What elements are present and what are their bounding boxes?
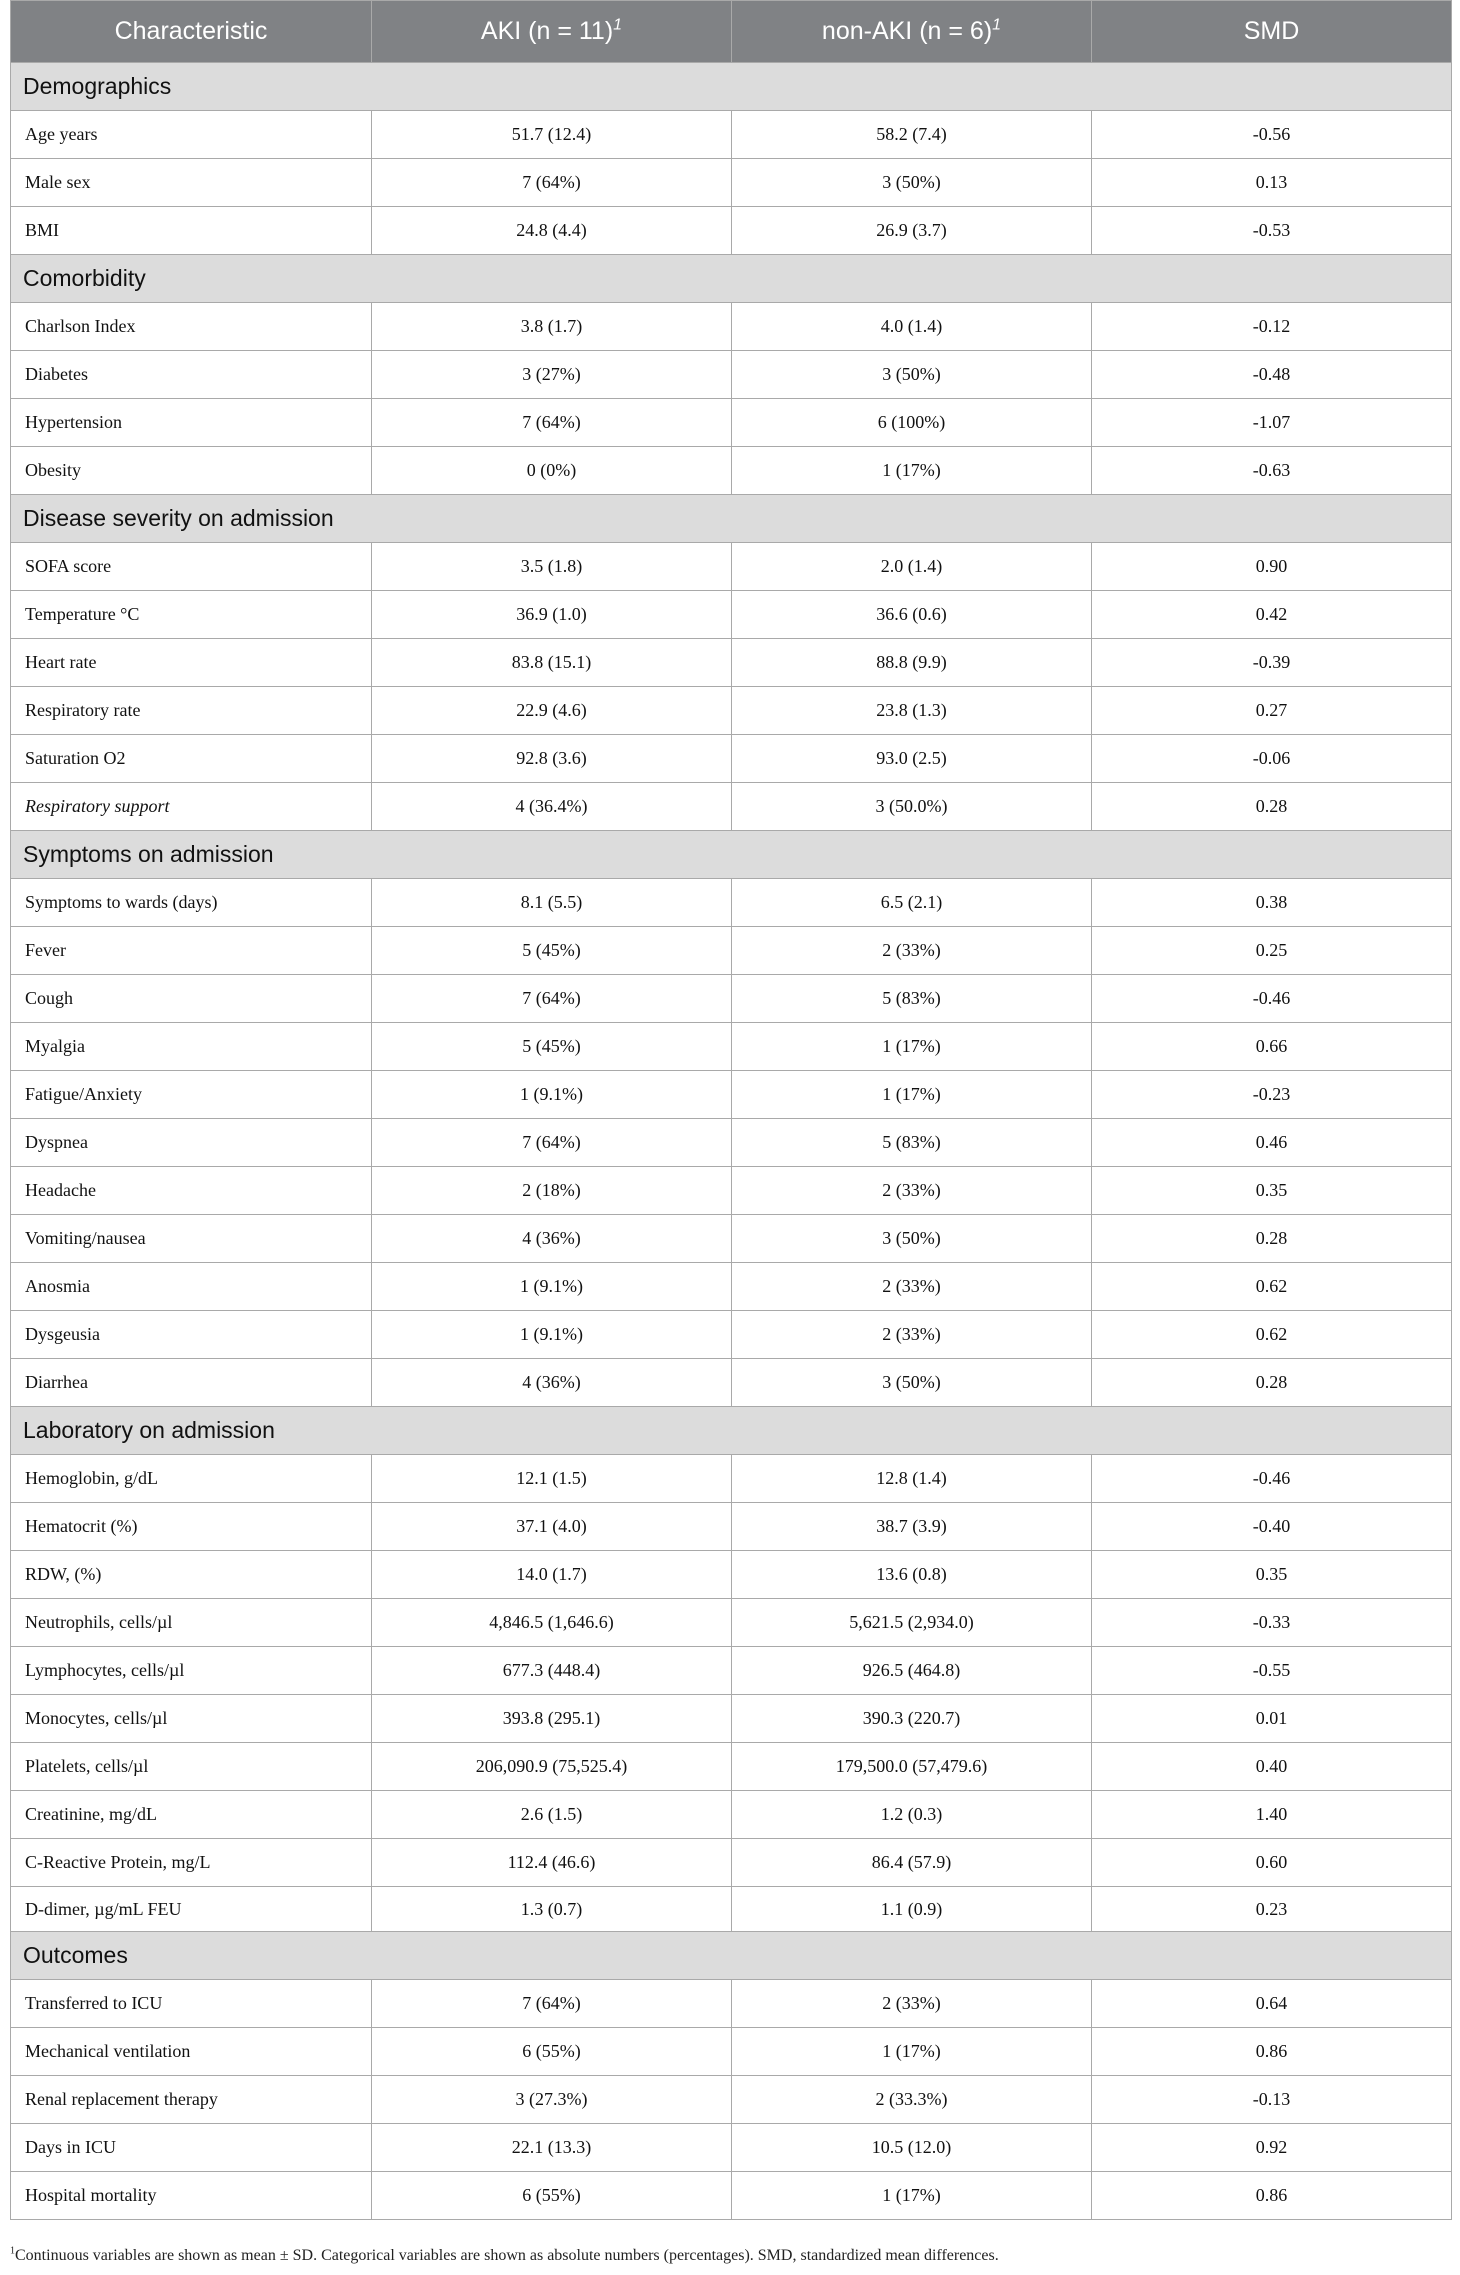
row-label-cell: RDW, (%) xyxy=(11,1551,372,1599)
section-row xyxy=(11,255,1452,303)
aki-value-cell: 206,090.9 (75,525.4) xyxy=(372,1743,732,1791)
section-title: Symptoms on admission xyxy=(11,831,1452,879)
table-row xyxy=(11,975,1452,1023)
section-row xyxy=(11,831,1452,879)
aki-value-cell: 677.3 (448.4) xyxy=(372,1647,732,1695)
row-label-cell: Fever xyxy=(11,927,372,975)
characteristics-table-wrapper xyxy=(10,0,1451,2220)
non-aki-value-cell: 1 (17%) xyxy=(732,1023,1092,1071)
non-aki-value-cell: 3 (50%) xyxy=(732,1215,1092,1263)
table-row xyxy=(11,111,1452,159)
footnote-marker: 1 xyxy=(10,2245,15,2257)
non-aki-value-cell: 36.6 (0.6) xyxy=(732,591,1092,639)
header-smd-label: SMD xyxy=(1243,17,1300,45)
header-non-aki xyxy=(732,1,1092,63)
table-row xyxy=(11,1023,1452,1071)
table-row xyxy=(11,1311,1452,1359)
aki-value-cell: 4 (36.4%) xyxy=(372,783,732,831)
table-body xyxy=(11,63,1452,2220)
table-row xyxy=(11,783,1452,831)
non-aki-value-cell: 86.4 (57.9) xyxy=(732,1839,1092,1887)
non-aki-value-cell: 88.8 (9.9) xyxy=(732,639,1092,687)
row-label-cell: Age years xyxy=(11,111,372,159)
table-footnote xyxy=(10,2247,1451,2265)
non-aki-value-cell: 2 (33%) xyxy=(732,927,1092,975)
non-aki-value-cell: 3 (50.0%) xyxy=(732,783,1092,831)
smd-value-cell: 0.40 xyxy=(1092,1743,1452,1791)
table-row xyxy=(11,1119,1452,1167)
aki-value-cell: 2.6 (1.5) xyxy=(372,1791,732,1839)
aki-value-cell: 24.8 (4.4) xyxy=(372,207,732,255)
table-row xyxy=(11,1263,1452,1311)
non-aki-value-cell: 6 (100%) xyxy=(732,399,1092,447)
aki-value-cell: 37.1 (4.0) xyxy=(372,1503,732,1551)
table-row xyxy=(11,591,1452,639)
non-aki-value-cell: 5 (83%) xyxy=(732,1119,1092,1167)
aki-value-cell: 4,846.5 (1,646.6) xyxy=(372,1599,732,1647)
non-aki-value-cell: 2.0 (1.4) xyxy=(732,543,1092,591)
smd-value-cell: 0.64 xyxy=(1092,1980,1452,2028)
row-label-cell: Lymphocytes, cells/µl xyxy=(11,1647,372,1695)
table-row xyxy=(11,2028,1452,2076)
header-non-aki-label: non-AKI (n = 6) xyxy=(821,17,993,45)
non-aki-value-cell: 926.5 (464.8) xyxy=(732,1647,1092,1695)
row-label-cell: Diabetes xyxy=(11,351,372,399)
aki-value-cell: 7 (64%) xyxy=(372,1119,732,1167)
row-label-cell: Platelets, cells/µl xyxy=(11,1743,372,1791)
footnote-text: Continuous variables are shown as mean ± SD. Categorical variables are shown as absolute numbers (percentages). SMD, standardized mean differences. xyxy=(15,2247,999,2264)
table-row xyxy=(11,1359,1452,1407)
non-aki-value-cell: 2 (33%) xyxy=(732,1980,1092,2028)
aki-value-cell: 4 (36%) xyxy=(372,1359,732,1407)
row-label-cell: BMI xyxy=(11,207,372,255)
smd-value-cell: 0.25 xyxy=(1092,927,1452,975)
non-aki-value-cell: 10.5 (12.0) xyxy=(732,2124,1092,2172)
smd-value-cell: 0.01 xyxy=(1092,1695,1452,1743)
table-row xyxy=(11,1551,1452,1599)
smd-value-cell: 0.23 xyxy=(1092,1887,1452,1932)
non-aki-value-cell: 2 (33%) xyxy=(732,1263,1092,1311)
non-aki-value-cell: 3 (50%) xyxy=(732,159,1092,207)
row-label-cell: Myalgia xyxy=(11,1023,372,1071)
aki-value-cell: 7 (64%) xyxy=(372,975,732,1023)
table-row xyxy=(11,735,1452,783)
non-aki-value-cell: 1.2 (0.3) xyxy=(732,1791,1092,1839)
table-row xyxy=(11,2124,1452,2172)
row-label-cell: Obesity xyxy=(11,447,372,495)
smd-value-cell: -0.48 xyxy=(1092,351,1452,399)
non-aki-value-cell: 12.8 (1.4) xyxy=(732,1455,1092,1503)
table-row xyxy=(11,207,1452,255)
non-aki-value-cell: 3 (50%) xyxy=(732,1359,1092,1407)
aki-value-cell: 5 (45%) xyxy=(372,927,732,975)
smd-value-cell: 0.38 xyxy=(1092,879,1452,927)
header-non-aki-footnote-marker: 1 xyxy=(992,16,1002,34)
smd-value-cell: -0.46 xyxy=(1092,1455,1452,1503)
table-row xyxy=(11,543,1452,591)
row-label-cell: Dyspnea xyxy=(11,1119,372,1167)
row-label-cell: Mechanical ventilation xyxy=(11,2028,372,2076)
table-row xyxy=(11,447,1452,495)
aki-value-cell: 3 (27.3%) xyxy=(372,2076,732,2124)
smd-value-cell: -0.23 xyxy=(1092,1071,1452,1119)
non-aki-value-cell: 26.9 (3.7) xyxy=(732,207,1092,255)
smd-value-cell: 0.90 xyxy=(1092,543,1452,591)
row-label-cell: Headache xyxy=(11,1167,372,1215)
aki-value-cell: 1 (9.1%) xyxy=(372,1071,732,1119)
section-row xyxy=(11,495,1452,543)
aki-value-cell: 6 (55%) xyxy=(372,2172,732,2220)
smd-value-cell: -0.12 xyxy=(1092,303,1452,351)
smd-value-cell: 0.92 xyxy=(1092,2124,1452,2172)
non-aki-value-cell: 1 (17%) xyxy=(732,2172,1092,2220)
table-row xyxy=(11,1647,1452,1695)
smd-value-cell: 0.66 xyxy=(1092,1023,1452,1071)
table-row xyxy=(11,1167,1452,1215)
row-label-cell: Charlson Index xyxy=(11,303,372,351)
smd-value-cell: -0.46 xyxy=(1092,975,1452,1023)
non-aki-value-cell: 2 (33%) xyxy=(732,1167,1092,1215)
smd-value-cell: 0.46 xyxy=(1092,1119,1452,1167)
aki-value-cell: 83.8 (15.1) xyxy=(372,639,732,687)
row-label-cell: Transferred to ICU xyxy=(11,1980,372,2028)
non-aki-value-cell: 1 (17%) xyxy=(732,2028,1092,2076)
smd-value-cell: -0.55 xyxy=(1092,1647,1452,1695)
section-row xyxy=(11,63,1452,111)
non-aki-value-cell: 2 (33.3%) xyxy=(732,2076,1092,2124)
smd-value-cell: -0.56 xyxy=(1092,111,1452,159)
aki-value-cell: 3 (27%) xyxy=(372,351,732,399)
row-label-cell: C-Reactive Protein, mg/L xyxy=(11,1839,372,1887)
table-row xyxy=(11,159,1452,207)
aki-value-cell: 7 (64%) xyxy=(372,1980,732,2028)
aki-value-cell: 36.9 (1.0) xyxy=(372,591,732,639)
aki-value-cell: 3.8 (1.7) xyxy=(372,303,732,351)
table-row xyxy=(11,639,1452,687)
smd-value-cell: 0.35 xyxy=(1092,1551,1452,1599)
section-row xyxy=(11,1932,1452,1980)
non-aki-value-cell: 179,500.0 (57,479.6) xyxy=(732,1743,1092,1791)
non-aki-value-cell: 58.2 (7.4) xyxy=(732,111,1092,159)
row-label-cell: Respiratory rate xyxy=(11,687,372,735)
aki-value-cell: 4 (36%) xyxy=(372,1215,732,1263)
non-aki-value-cell: 4.0 (1.4) xyxy=(732,303,1092,351)
row-label-cell: Heart rate xyxy=(11,639,372,687)
characteristics-table xyxy=(10,0,1452,2220)
table-row xyxy=(11,351,1452,399)
non-aki-value-cell: 390.3 (220.7) xyxy=(732,1695,1092,1743)
row-label-cell: Monocytes, cells/µl xyxy=(11,1695,372,1743)
table-row xyxy=(11,879,1452,927)
row-label-cell: Vomiting/nausea xyxy=(11,1215,372,1263)
aki-value-cell: 393.8 (295.1) xyxy=(372,1695,732,1743)
smd-value-cell: 0.86 xyxy=(1092,2028,1452,2076)
header-characteristic xyxy=(11,1,372,63)
smd-value-cell: -0.39 xyxy=(1092,639,1452,687)
table-row xyxy=(11,1791,1452,1839)
header-aki-label: AKI (n = 11) xyxy=(480,17,614,45)
non-aki-value-cell: 5 (83%) xyxy=(732,975,1092,1023)
aki-value-cell: 1.3 (0.7) xyxy=(372,1887,732,1932)
row-label-cell: Renal replacement therapy xyxy=(11,2076,372,2124)
smd-value-cell: 0.28 xyxy=(1092,1215,1452,1263)
section-title: Laboratory on admission xyxy=(11,1407,1452,1455)
table-row xyxy=(11,1980,1452,2028)
section-row xyxy=(11,1407,1452,1455)
table-row xyxy=(11,1695,1452,1743)
row-label-cell: SOFA score xyxy=(11,543,372,591)
table-row xyxy=(11,1599,1452,1647)
smd-value-cell: 0.13 xyxy=(1092,159,1452,207)
header-smd xyxy=(1092,1,1452,63)
aki-value-cell: 7 (64%) xyxy=(372,399,732,447)
row-label-cell: Respiratory support xyxy=(11,783,372,831)
header-row xyxy=(11,1,1452,63)
smd-value-cell: 0.86 xyxy=(1092,2172,1452,2220)
smd-value-cell: 0.28 xyxy=(1092,1359,1452,1407)
row-label-cell: Days in ICU xyxy=(11,2124,372,2172)
aki-value-cell: 1 (9.1%) xyxy=(372,1263,732,1311)
aki-value-cell: 51.7 (12.4) xyxy=(372,111,732,159)
table-row xyxy=(11,1503,1452,1551)
table-row xyxy=(11,1215,1452,1263)
row-label-cell: Temperature °C xyxy=(11,591,372,639)
row-label-cell: Fatigue/Anxiety xyxy=(11,1071,372,1119)
row-label-cell: Hematocrit (%) xyxy=(11,1503,372,1551)
smd-value-cell: 0.60 xyxy=(1092,1839,1452,1887)
smd-value-cell: 1.40 xyxy=(1092,1791,1452,1839)
table-row xyxy=(11,399,1452,447)
table-row xyxy=(11,1839,1452,1887)
non-aki-value-cell: 1.1 (0.9) xyxy=(732,1887,1092,1932)
header-aki-footnote-marker: 1 xyxy=(613,16,623,34)
header-characteristic-label: Characteristic xyxy=(114,17,268,45)
non-aki-value-cell: 93.0 (2.5) xyxy=(732,735,1092,783)
smd-value-cell: 0.28 xyxy=(1092,783,1452,831)
section-title: Disease severity on admission xyxy=(11,495,1452,543)
smd-value-cell: -0.33 xyxy=(1092,1599,1452,1647)
aki-value-cell: 2 (18%) xyxy=(372,1167,732,1215)
table-row xyxy=(11,303,1452,351)
aki-value-cell: 22.1 (13.3) xyxy=(372,2124,732,2172)
smd-value-cell: 0.27 xyxy=(1092,687,1452,735)
smd-value-cell: 0.62 xyxy=(1092,1263,1452,1311)
row-label-cell: Anosmia xyxy=(11,1263,372,1311)
row-label-cell: Saturation O2 xyxy=(11,735,372,783)
aki-value-cell: 92.8 (3.6) xyxy=(372,735,732,783)
section-title: Outcomes xyxy=(11,1932,1452,1980)
non-aki-value-cell: 1 (17%) xyxy=(732,1071,1092,1119)
smd-value-cell: 0.35 xyxy=(1092,1167,1452,1215)
table-row xyxy=(11,1743,1452,1791)
row-label-cell: Hypertension xyxy=(11,399,372,447)
aki-value-cell: 5 (45%) xyxy=(372,1023,732,1071)
section-title: Comorbidity xyxy=(11,255,1452,303)
table-row xyxy=(11,1887,1452,1932)
table-row xyxy=(11,687,1452,735)
aki-value-cell: 6 (55%) xyxy=(372,2028,732,2076)
aki-value-cell: 14.0 (1.7) xyxy=(372,1551,732,1599)
table-row xyxy=(11,1071,1452,1119)
smd-value-cell: -0.13 xyxy=(1092,2076,1452,2124)
aki-value-cell: 12.1 (1.5) xyxy=(372,1455,732,1503)
aki-value-cell: 0 (0%) xyxy=(372,447,732,495)
non-aki-value-cell: 6.5 (2.1) xyxy=(732,879,1092,927)
table-row xyxy=(11,2172,1452,2220)
row-label-cell: Creatinine, mg/dL xyxy=(11,1791,372,1839)
table-row xyxy=(11,1455,1452,1503)
aki-value-cell: 112.4 (46.6) xyxy=(372,1839,732,1887)
row-label-cell: Diarrhea xyxy=(11,1359,372,1407)
non-aki-value-cell: 13.6 (0.8) xyxy=(732,1551,1092,1599)
header-aki xyxy=(372,1,732,63)
aki-value-cell: 22.9 (4.6) xyxy=(372,687,732,735)
table-row xyxy=(11,2076,1452,2124)
aki-value-cell: 7 (64%) xyxy=(372,159,732,207)
smd-value-cell: 0.42 xyxy=(1092,591,1452,639)
row-label-cell: D-dimer, µg/mL FEU xyxy=(11,1887,372,1932)
row-label-cell: Hemoglobin, g/dL xyxy=(11,1455,372,1503)
row-label-cell: Hospital mortality xyxy=(11,2172,372,2220)
aki-value-cell: 3.5 (1.8) xyxy=(372,543,732,591)
smd-value-cell: -1.07 xyxy=(1092,399,1452,447)
smd-value-cell: -0.53 xyxy=(1092,207,1452,255)
smd-value-cell: -0.63 xyxy=(1092,447,1452,495)
non-aki-value-cell: 1 (17%) xyxy=(732,447,1092,495)
row-label-cell: Symptoms to wards (days) xyxy=(11,879,372,927)
non-aki-value-cell: 23.8 (1.3) xyxy=(732,687,1092,735)
non-aki-value-cell: 3 (50%) xyxy=(732,351,1092,399)
aki-value-cell: 1 (9.1%) xyxy=(372,1311,732,1359)
smd-value-cell: -0.40 xyxy=(1092,1503,1452,1551)
non-aki-value-cell: 5,621.5 (2,934.0) xyxy=(732,1599,1092,1647)
smd-value-cell: -0.06 xyxy=(1092,735,1452,783)
aki-value-cell: 8.1 (5.5) xyxy=(372,879,732,927)
non-aki-value-cell: 38.7 (3.9) xyxy=(732,1503,1092,1551)
smd-value-cell: 0.62 xyxy=(1092,1311,1452,1359)
row-label-cell: Male sex xyxy=(11,159,372,207)
non-aki-value-cell: 2 (33%) xyxy=(732,1311,1092,1359)
row-label-cell: Dysgeusia xyxy=(11,1311,372,1359)
table-row xyxy=(11,927,1452,975)
section-title: Demographics xyxy=(11,63,1452,111)
row-label-cell: Cough xyxy=(11,975,372,1023)
row-label-cell: Neutrophils, cells/µl xyxy=(11,1599,372,1647)
